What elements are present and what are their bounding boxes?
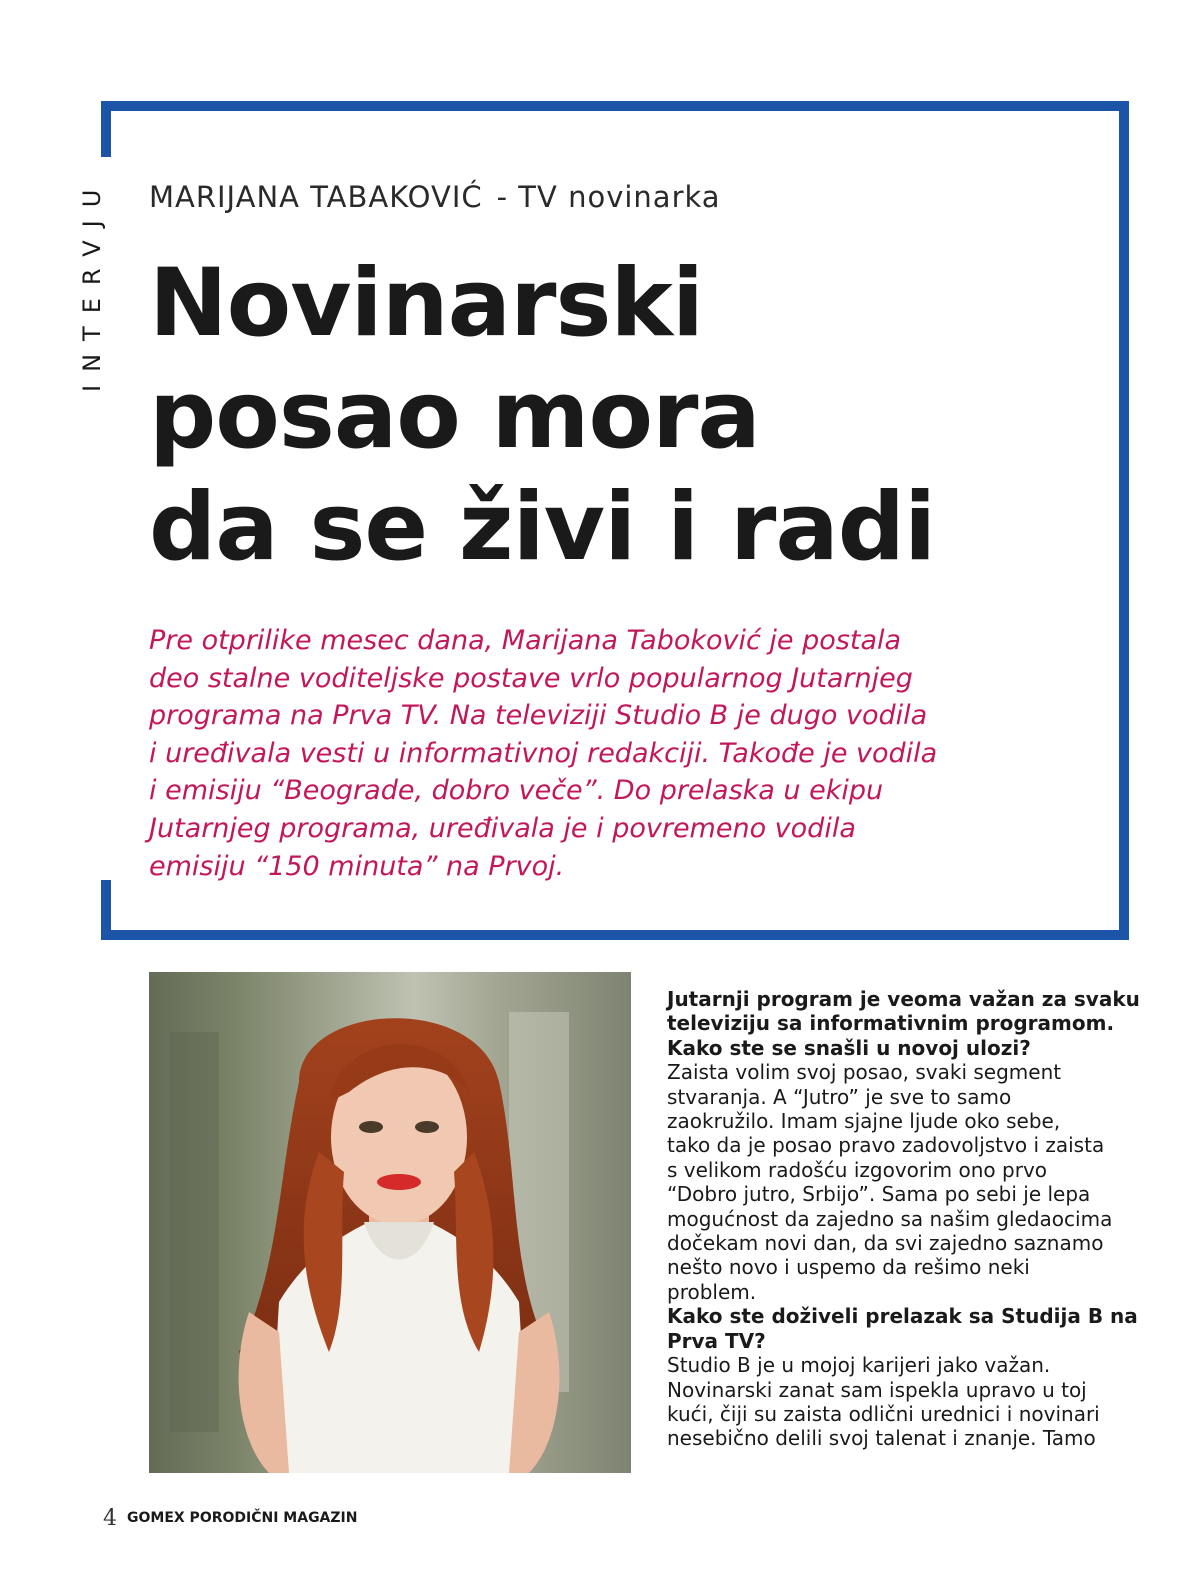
headline-line: da se živi i radi — [149, 473, 936, 582]
frame-right-border — [1119, 101, 1129, 940]
answer-line: dočekam novi dan, da svi zajedno saznamo — [667, 1231, 1104, 1256]
lead-line: deo stalne voditeljske postave vrlo popularnog Jutarnjeg — [149, 662, 913, 694]
portrait-photo — [149, 972, 631, 1473]
lead-line: emisiju “150 minuta” na Prvoj. — [149, 850, 565, 882]
answer-line: zaokružilo. Imam sjajne ljude oko sebe, — [667, 1109, 1061, 1134]
answer-line: Zaista volim svoj posao, svaki segment — [667, 1060, 1062, 1085]
answer-line: nesebično delili svoj talenat i znanje. Tamo — [667, 1426, 1096, 1451]
answer-line: stvaranja. A “Jutro” je sve to samo — [667, 1084, 1012, 1109]
lead-line: Jutarnjeg programa, uređivala je i povremeno vodila — [149, 812, 856, 844]
page-footer — [103, 1506, 357, 1531]
frame-left-border-bottom — [101, 880, 111, 940]
lead-line: Pre otprilike mesec dana, Marijana Taboković je postala — [149, 625, 902, 656]
byline-role: - TV novinarka — [496, 180, 721, 214]
question-line: televiziju sa informativnim programom. — [667, 1011, 1115, 1036]
frame-top-border — [101, 101, 1129, 111]
question-line: Kako ste se snašli u novoj ulozi? — [667, 1035, 1031, 1060]
lead-paragraph — [149, 622, 939, 885]
section-label: INTERVJU — [78, 176, 106, 392]
lead-line: i emisiju “Beograde, dobro veče”. Do prelaska u ekipu — [149, 775, 884, 807]
article-body — [667, 987, 1140, 1451]
lead-line: i uređivala vesti u informativnoj redakciji. Takođe je vodila — [149, 737, 938, 769]
answer-line: “Dobro jutro, Srbijo”. Sama po sebi je lepa — [667, 1182, 1091, 1207]
answer-line: problem. — [667, 1279, 757, 1304]
answer-line: mogućnost da zajedno sa našim gledaocima — [667, 1206, 1113, 1231]
answer-line: s velikom radošću izgovorim ono prvo — [667, 1157, 1048, 1182]
answer-line: Studio B je u mojoj karijeri jako važan. — [667, 1353, 1051, 1378]
answer-line: kući, čiji su zaista odlični urednici i novinari — [667, 1401, 1100, 1426]
headline — [149, 248, 935, 584]
page-number: 4 — [103, 1506, 117, 1531]
byline-name: MARIJANA TABAKOVIĆ — [149, 180, 483, 214]
headline-line: posao mora — [149, 361, 760, 470]
headline-line: Novinarski — [149, 249, 704, 358]
question-line: Jutarnji program je veoma važan za svaku — [667, 987, 1140, 1011]
frame-left-border-top — [101, 101, 111, 157]
answer-line: nešto novo i uspemo da rešimo neki — [667, 1255, 1030, 1280]
publication-name: GOMEX PORODIČNI MAGAZIN — [127, 1510, 358, 1526]
lead-line: programa na Prva TV. Na televiziji Studio B je dugo vodila — [149, 700, 928, 732]
question-line: Prva TV? — [667, 1328, 766, 1353]
answer-line: tako da je posao pravo zadovoljstvo i zaista — [667, 1133, 1105, 1158]
answer-line: Novinarski zanat sam ispekla upravo u toj — [667, 1377, 1087, 1402]
question-line: Kako ste doživeli prelazak sa Studija B na — [667, 1304, 1138, 1329]
frame-bottom-border — [101, 930, 1129, 940]
byline — [149, 180, 721, 214]
